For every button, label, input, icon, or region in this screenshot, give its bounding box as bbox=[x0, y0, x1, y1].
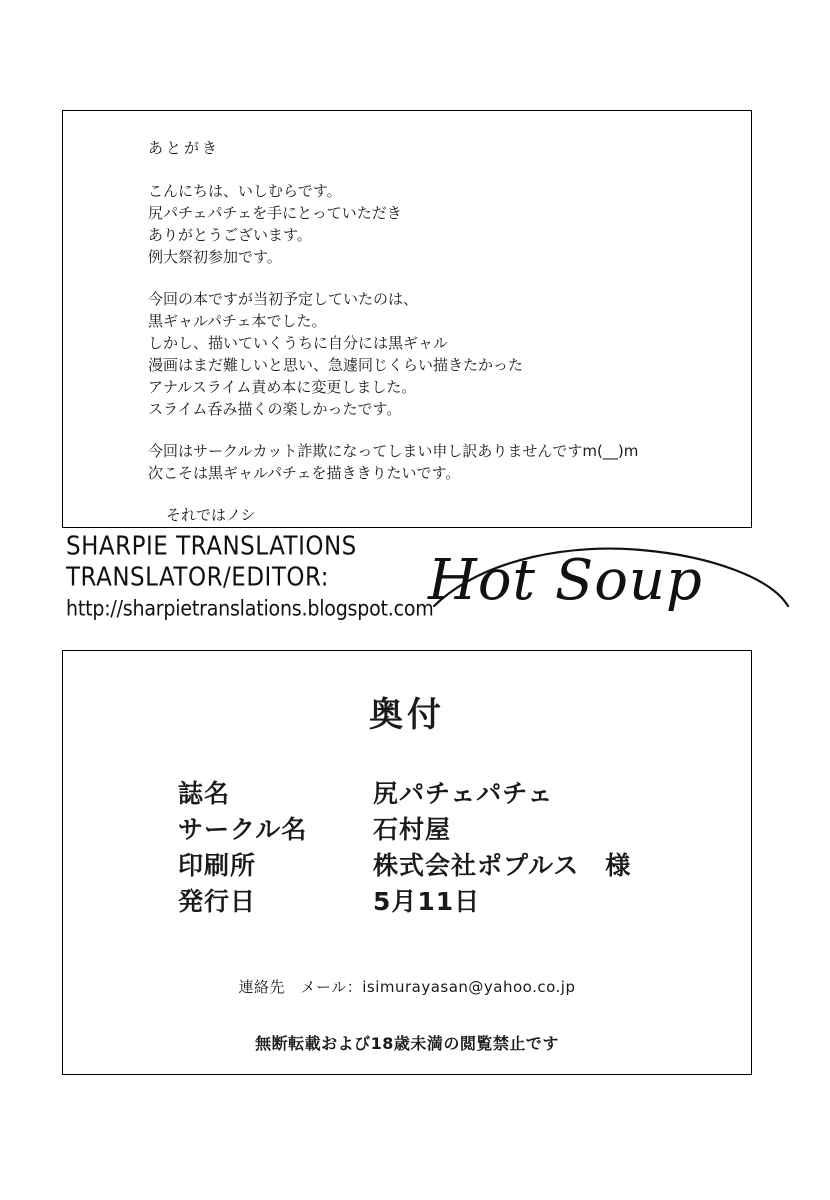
contact-line: 連絡先 メール：isimurayasan@yahoo.co.jp bbox=[238, 978, 576, 996]
colophon-label: 誌名 bbox=[178, 779, 231, 808]
colophon-label: 印刷所 bbox=[178, 851, 257, 880]
colophon-value: 株式会社ポプルス 様 bbox=[373, 851, 632, 880]
colophon-title: 奥付 bbox=[369, 695, 445, 735]
colophon-label: サークル名 bbox=[178, 815, 308, 844]
credit-group-name: SHARPIE TRANSLATIONS bbox=[66, 532, 357, 562]
table-row bbox=[178, 884, 631, 920]
afterword-line: しかし、描いていくうちに自分には黒ギャル bbox=[148, 334, 449, 352]
credit-url[interactable]: http://sharpietranslations.blogspot.com bbox=[66, 596, 434, 622]
afterword-line: 尻パチェパチェを手にとっていただき bbox=[148, 204, 402, 222]
afterword-line: スライム呑み描くの楽しかったです。 bbox=[148, 400, 402, 418]
afterword-paragraph-1 bbox=[148, 180, 731, 268]
afterword-signoff: それではノシ bbox=[166, 506, 256, 524]
afterword-line: アナルスライム責め本に変更しました。 bbox=[148, 378, 417, 396]
table-row bbox=[178, 776, 631, 812]
afterword-line: 黒ギャルパチェ本でした。 bbox=[148, 312, 327, 330]
colophon-value: 石村屋 bbox=[373, 815, 452, 844]
afterword-line: こんにちは、いしむらです。 bbox=[148, 182, 342, 200]
afterword-line: 漫画はまだ難しいと思い、急遽同じくらい描きたかった bbox=[148, 356, 524, 374]
afterword-content bbox=[148, 137, 731, 525]
afterword-line: ありがとうございます。 bbox=[148, 226, 312, 244]
credit-role: TRANSLATOR/EDITOR: bbox=[66, 563, 330, 593]
age-restriction-notice: 無断転載および18歳未満の閲覧禁止です bbox=[255, 1034, 559, 1053]
table-row bbox=[178, 848, 631, 884]
afterword-panel bbox=[62, 110, 752, 528]
translation-credit bbox=[58, 530, 758, 645]
afterword-line: 今回の本ですが当初予定していたのは、 bbox=[148, 290, 419, 308]
colophon-value: 尻パチェパチェ bbox=[373, 779, 554, 808]
afterword-paragraph-2 bbox=[148, 288, 731, 420]
afterword-paragraph-3 bbox=[148, 440, 731, 484]
afterword-line: 次こそは黒ギャルパチェを描ききりたいです。 bbox=[148, 464, 461, 482]
colophon-label: 発行日 bbox=[178, 887, 257, 916]
credit-text-lines bbox=[66, 530, 434, 623]
table-row bbox=[178, 812, 631, 848]
afterword-line: 今回はサークルカット詐欺になってしまい申し訳ありませんですm(__)m bbox=[148, 442, 639, 460]
afterword-title: あとがき bbox=[148, 139, 221, 157]
credit-handle: Hot Soup bbox=[428, 548, 703, 613]
afterword-line: 例大祭初参加です。 bbox=[148, 248, 282, 266]
colophon-panel bbox=[62, 650, 752, 1075]
colophon-value: 5月11日 bbox=[373, 887, 481, 916]
colophon-table bbox=[178, 776, 631, 920]
